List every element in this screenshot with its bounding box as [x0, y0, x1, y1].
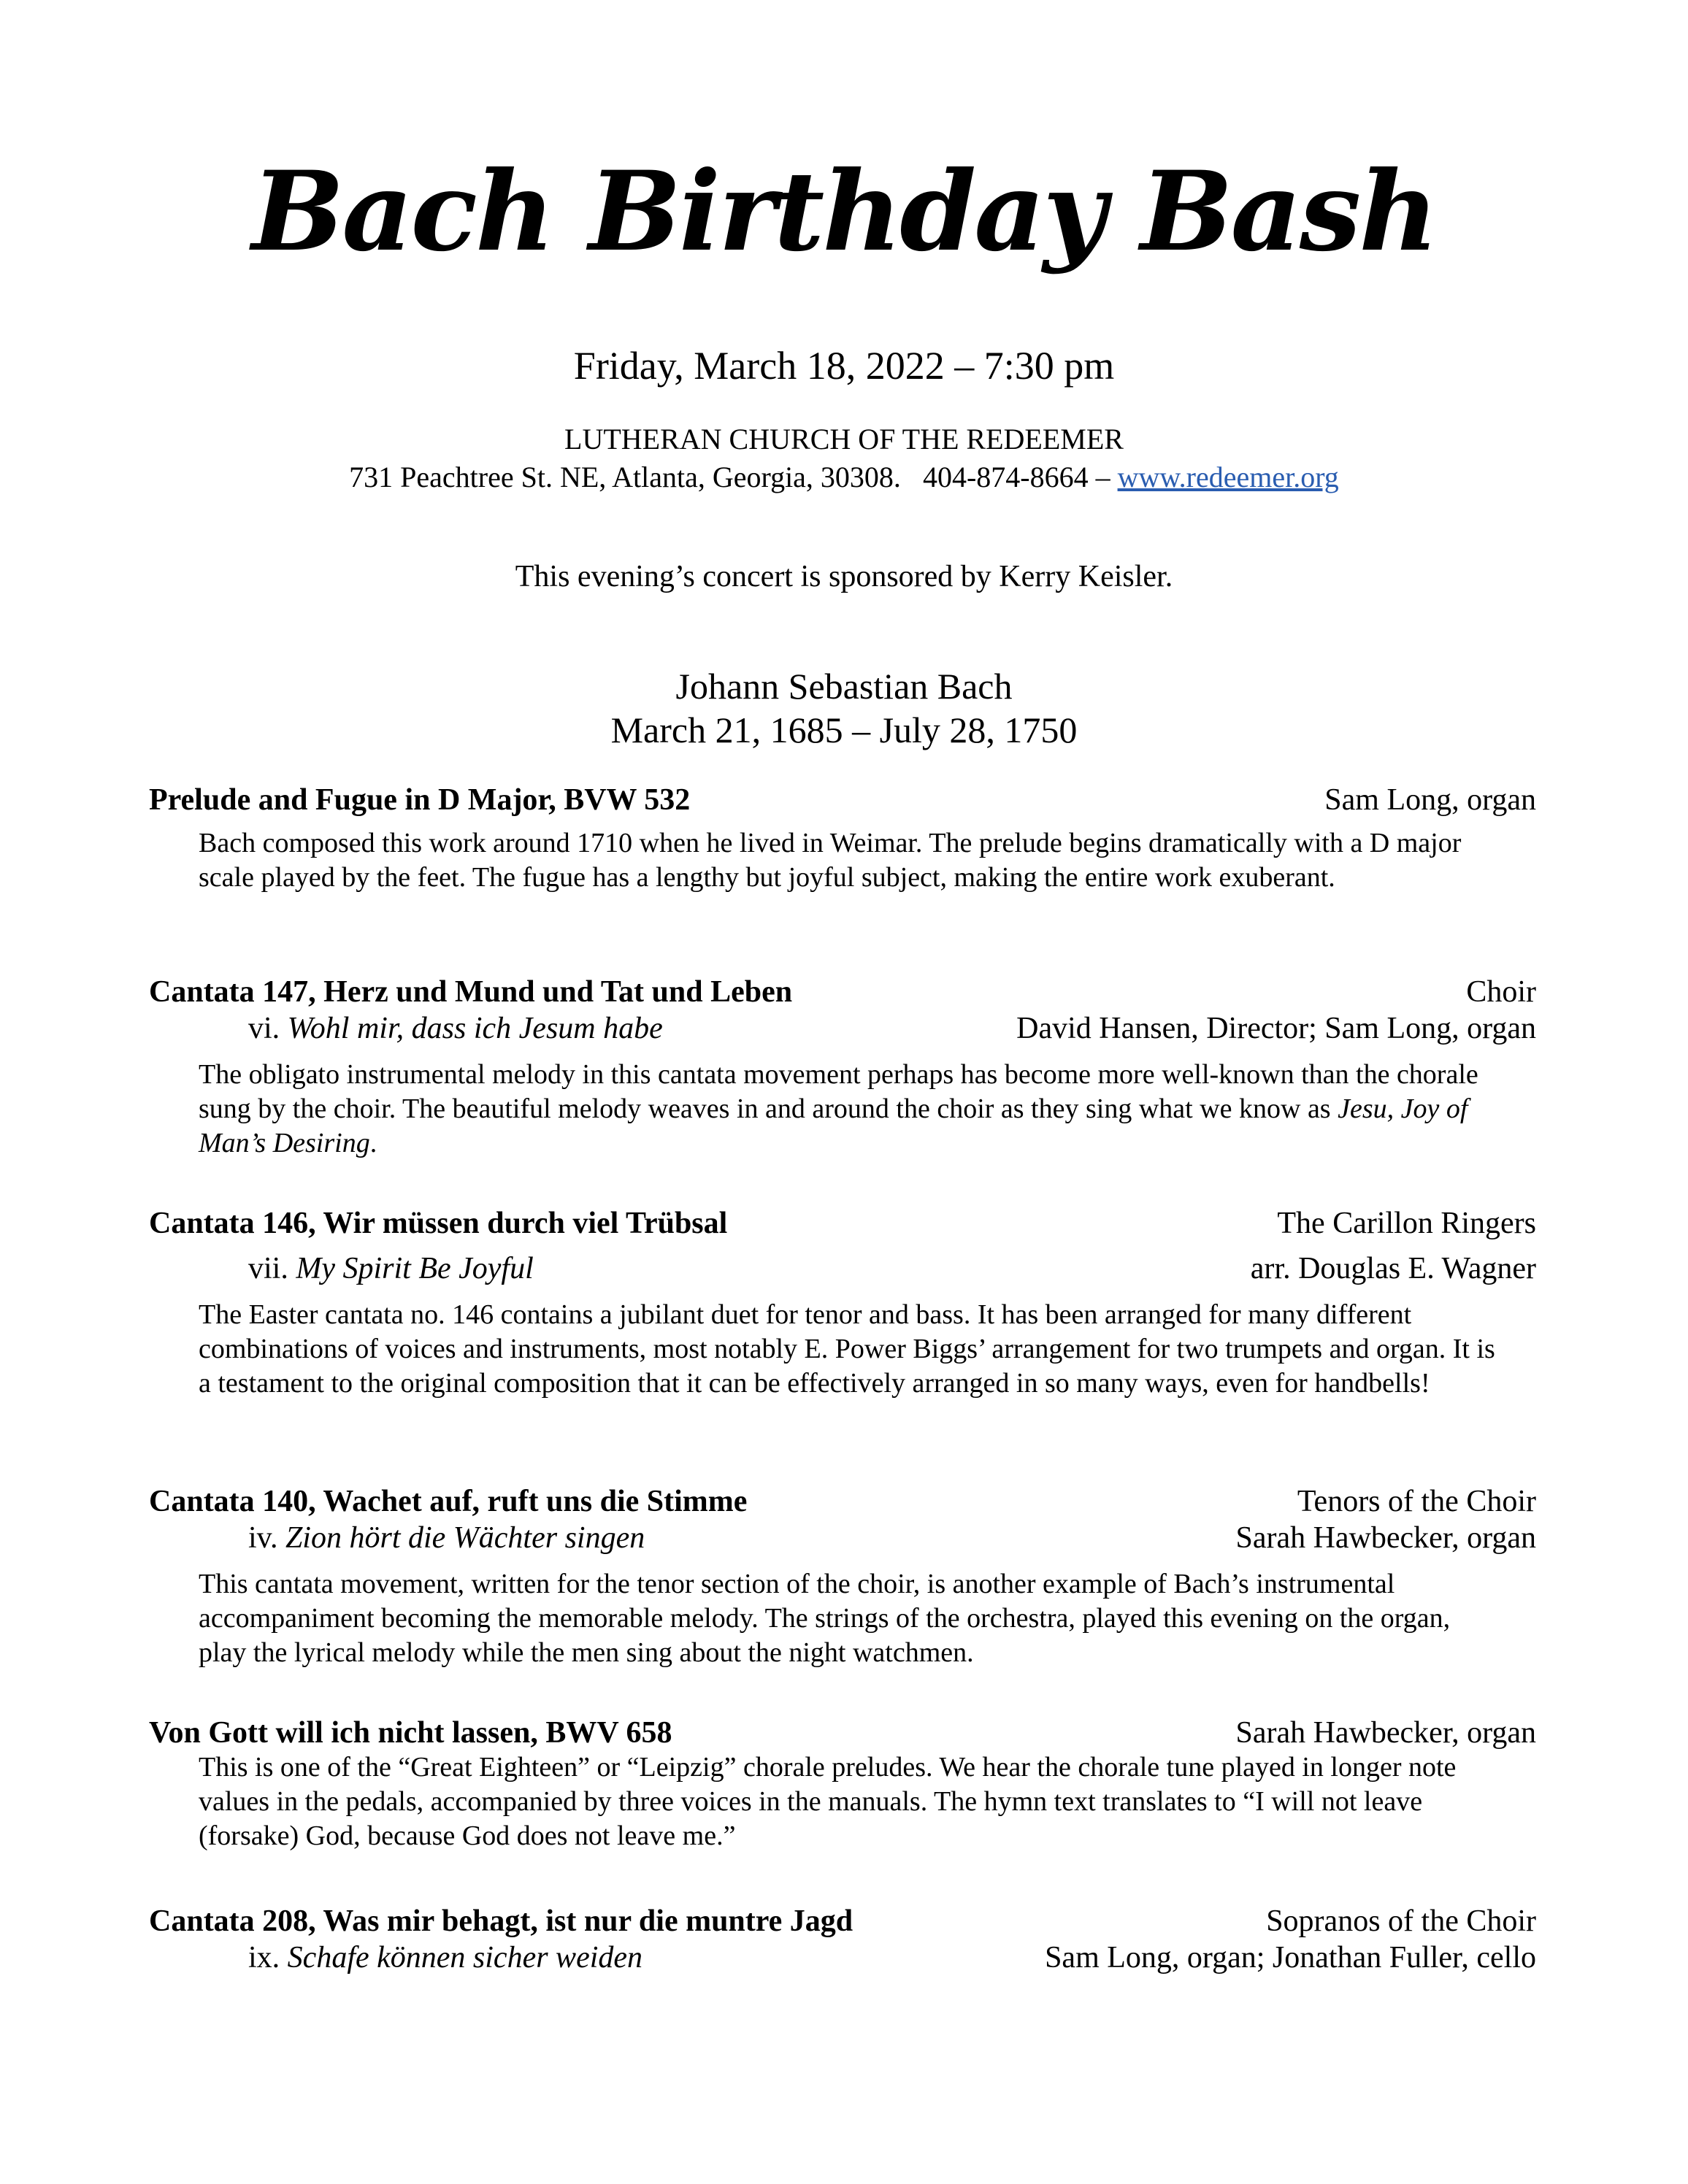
movement-number: ix. — [248, 1941, 280, 1975]
piece-performer: The Carillon Ringers — [1277, 1207, 1536, 1240]
program-item — [149, 974, 1536, 1161]
sponsor-line: This evening’s concert is sponsored by Kerry Keisler. — [515, 560, 1173, 593]
program-note: This is one of the “Great Eighteen” or “Leipzig” chorale preludes. We hear the chorale tune played in longer note values in the pedals, accompanied by three voices in the manuals. The hymn text translates to “I will not leave (forsake) God, because God does not leave me.” — [199, 1752, 1457, 1851]
concert-date: Friday, March 18, 2022 – 7:30 pm — [573, 344, 1115, 388]
venue-phone: 404-874-8664 – — [922, 461, 1110, 493]
venue-website-link[interactable]: www.redeemer.org — [1117, 461, 1339, 493]
composer-block — [0, 664, 1688, 752]
piece-performer: Sam Long, organ — [1324, 783, 1536, 817]
program-note: Bach composed this work around 1710 when he lived in Weimar. The prelude begins dramatically with a D major scale played by the feet. The fugue has a lengthy but joyful subject, making the entire work exuberant. — [199, 828, 1462, 893]
movement-performer: Sam Long, organ; Jonathan Fuller, cello — [1045, 1941, 1536, 1975]
piece-performer: Sopranos of the Choir — [1266, 1904, 1536, 1938]
program-note — [149, 1058, 1498, 1161]
program-item — [149, 1715, 1536, 1853]
movement-title: My Spirit Be Joyful — [296, 1252, 534, 1285]
venue-address-line — [0, 460, 1688, 494]
program-item — [149, 1904, 1536, 1975]
movement-title: Zion hört die Wächter singen — [285, 1521, 645, 1555]
program-note: The Easter cantata no. 146 contains a jubilant duet for tenor and bass. It has been arranged for many different combinations of voices and instruments, most notably E. Power Biggs’ arrangement for two trumpets and organ. It is a testament to the original composition that it can be effectively arranged in so many ways, even for handbells! — [199, 1299, 1495, 1399]
movement — [149, 1940, 642, 1975]
composer-dates: March 21, 1685 – July 28, 1750 — [610, 710, 1078, 750]
piece-title: Von Gott will ich nicht lassen, BWV 658 — [149, 1716, 672, 1750]
program-item — [149, 783, 1536, 895]
piece-performer: Choir — [1466, 975, 1536, 1009]
program-note-end: . — [369, 1128, 377, 1158]
movement-number: vii. — [248, 1252, 288, 1285]
movement-performer: David Hansen, Director; Sam Long, organ — [1016, 1012, 1536, 1045]
movement — [149, 1520, 645, 1556]
movement-title: Wohl mir, dass ich Jesum habe — [287, 1012, 663, 1045]
venue-name: LUTHERAN CHURCH OF THE REDEEMER — [564, 423, 1124, 455]
movement — [149, 1251, 534, 1286]
composer-name: Johann Sebastian Bach — [675, 666, 1013, 707]
program-item — [149, 1206, 1536, 1401]
movement-number: iv. — [248, 1521, 278, 1555]
movement — [149, 1011, 663, 1046]
movement-title: Schafe können sicher weiden — [287, 1941, 643, 1975]
piece-title: Prelude and Fugue in D Major, BVW 532 — [149, 783, 691, 817]
program-note-italic: Jesu, Joy of Man’s Desiring — [199, 1093, 1468, 1158]
piece-title: Cantata 147, Herz und Mund und Tat und Leben — [149, 975, 793, 1009]
program-note: This cantata movement, written for the tenor section of the choir, is another example of Bach’s instrumental accompaniment becoming the memorable melody. The strings of the orchestra, played this evening on the organ, play the lyrical melody while the men sing about the night watchmen. — [199, 1569, 1451, 1668]
piece-performer: Tenors of the Choir — [1297, 1485, 1536, 1518]
piece-title: Cantata 208, Was mir behagt, ist nur die muntre Jagd — [149, 1904, 853, 1938]
movement-number: vi. — [248, 1012, 280, 1045]
program-note-text: The obligato instrumental melody in this cantata movement perhaps has become more well-known than the chorale sung by the choir. The beautiful melody weaves in and around the choir as they sing what we know as — [199, 1059, 1478, 1124]
piece-title: Cantata 140, Wachet auf, ruft uns die Stimme — [149, 1485, 748, 1518]
program-title: Bach Birthday Bash — [251, 147, 1437, 276]
movement-performer: arr. Douglas E. Wagner — [1250, 1252, 1536, 1285]
piece-performer: Sarah Hawbecker, organ — [1235, 1716, 1536, 1750]
venue-address: 731 Peachtree St. NE, Atlanta, Georgia, 30308. — [349, 461, 901, 493]
movement-performer: Sarah Hawbecker, organ — [1235, 1521, 1536, 1555]
program-item — [149, 1484, 1536, 1670]
piece-title: Cantata 146, Wir müssen durch viel Trübsal — [149, 1207, 728, 1240]
